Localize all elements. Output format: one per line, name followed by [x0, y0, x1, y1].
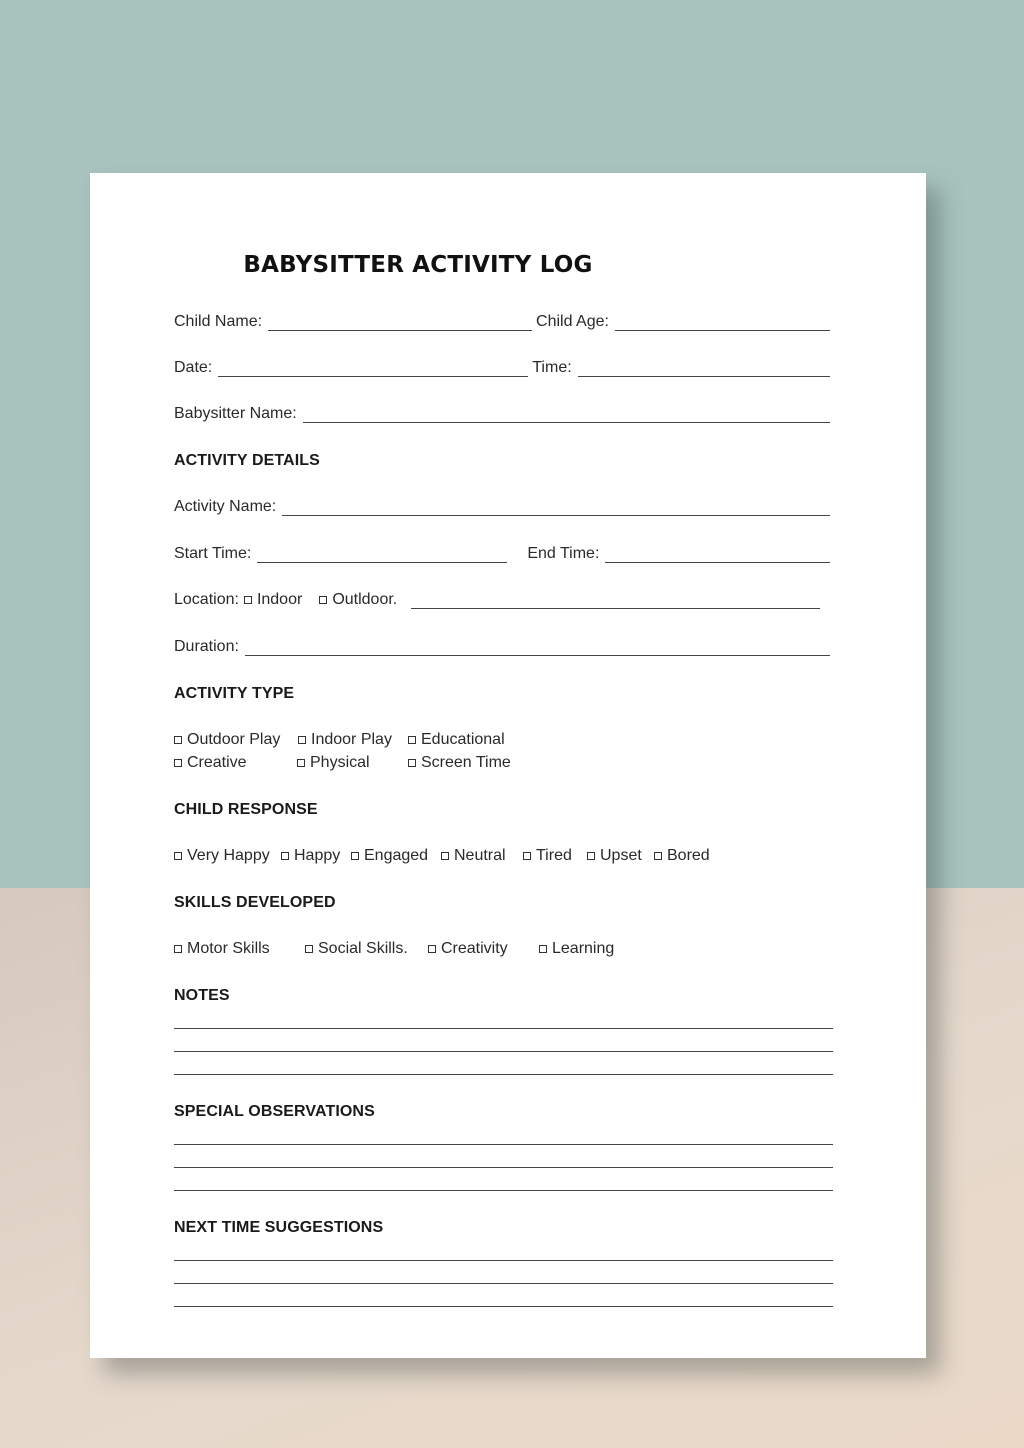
activity-type-option[interactable] [408, 731, 505, 749]
child-response-option[interactable] [587, 847, 642, 865]
observations-line[interactable] [174, 1144, 833, 1145]
checkbox-icon[interactable] [174, 759, 182, 767]
option-label: Very Happy [187, 847, 270, 864]
page-title: BABYSITTER ACTIVITY LOG [243, 252, 593, 278]
start-end-row [174, 545, 834, 563]
activity-name-label: Activity Name: [174, 498, 277, 515]
activity-type-option[interactable] [297, 754, 370, 772]
checkbox-icon[interactable] [244, 596, 252, 604]
checkbox-icon[interactable] [587, 852, 595, 860]
next-time-suggestions-heading: NEXT TIME SUGGESTIONS [174, 1219, 384, 1236]
location-row [174, 591, 834, 609]
option-label: Tired [536, 847, 572, 864]
child-name-field[interactable] [268, 316, 532, 331]
skills-developed-heading: SKILLS DEVELOPED [174, 894, 336, 911]
child-response-option[interactable] [523, 847, 572, 865]
duration-row [174, 638, 834, 656]
time-field[interactable] [578, 362, 830, 377]
babysitter-row [174, 405, 834, 423]
notes-line[interactable] [174, 1028, 833, 1029]
checkbox-icon[interactable] [428, 945, 436, 953]
checkbox-icon[interactable] [351, 852, 359, 860]
end-time-field[interactable] [605, 548, 830, 563]
skill-option[interactable] [428, 940, 508, 958]
checkbox-icon[interactable] [539, 945, 547, 953]
child-info-row [174, 313, 834, 331]
notes-heading: NOTES [174, 987, 230, 1004]
checkbox-icon[interactable] [319, 596, 327, 604]
activity-type-option[interactable] [408, 754, 511, 772]
checkbox-icon[interactable] [174, 736, 182, 744]
start-time-field[interactable] [257, 548, 507, 563]
option-label: Creative [187, 754, 247, 771]
suggestions-line[interactable] [174, 1306, 833, 1307]
option-label: Screen Time [421, 754, 511, 771]
babysitter-name-field[interactable] [303, 408, 830, 423]
location-option-indoor[interactable] [244, 591, 302, 609]
child-response-option[interactable] [174, 847, 270, 865]
checkbox-icon[interactable] [654, 852, 662, 860]
option-label: Educational [421, 731, 505, 748]
checkbox-icon[interactable] [174, 945, 182, 953]
option-label: Outldoor. [332, 591, 398, 608]
child-response-option[interactable] [351, 847, 428, 865]
option-label: Social Skills. [318, 940, 408, 957]
duration-label: Duration: [174, 638, 239, 655]
activity-details-heading: ACTIVITY DETAILS [174, 452, 320, 469]
child-age-label: Child Age: [536, 313, 609, 330]
end-time-label: End Time: [527, 545, 600, 562]
option-label: Happy [294, 847, 341, 864]
date-label: Date: [174, 359, 213, 376]
child-response-option[interactable] [441, 847, 506, 865]
checkbox-icon[interactable] [408, 736, 416, 744]
skill-option[interactable] [305, 940, 408, 958]
option-label: Indoor [256, 591, 303, 608]
start-time-label: Start Time: [174, 545, 252, 562]
duration-field[interactable] [245, 641, 830, 656]
checkbox-icon[interactable] [298, 736, 306, 744]
activity-type-option[interactable] [174, 754, 247, 772]
time-label: Time: [532, 359, 572, 376]
activity-type-option[interactable] [298, 731, 392, 749]
notes-line[interactable] [174, 1074, 833, 1075]
location-option-outdoor[interactable] [319, 591, 397, 609]
activity-type-option[interactable] [174, 731, 280, 749]
option-label: Outdoor Play [187, 731, 281, 748]
date-field[interactable] [218, 362, 528, 377]
location-label: Location: [174, 591, 239, 608]
option-label: Learning [552, 940, 615, 957]
location-details-field[interactable] [411, 594, 820, 609]
observations-line[interactable] [174, 1167, 833, 1168]
observations-line[interactable] [174, 1190, 833, 1191]
option-label: Motor Skills [187, 940, 270, 957]
activity-type-heading: ACTIVITY TYPE [174, 685, 295, 702]
checkbox-icon[interactable] [281, 852, 289, 860]
checkbox-icon[interactable] [297, 759, 305, 767]
checkbox-icon[interactable] [441, 852, 449, 860]
date-time-row [174, 359, 834, 377]
child-age-field[interactable] [615, 316, 830, 331]
checkbox-icon[interactable] [408, 759, 416, 767]
checkbox-icon[interactable] [174, 852, 182, 860]
option-label: Neutral [454, 847, 506, 864]
child-name-label: Child Name: [174, 313, 263, 330]
option-label: Indoor Play [311, 731, 392, 748]
child-response-option[interactable] [281, 847, 340, 865]
child-response-heading: CHILD RESPONSE [174, 801, 318, 818]
option-label: Bored [667, 847, 710, 864]
suggestions-line[interactable] [174, 1260, 833, 1261]
skill-option[interactable] [174, 940, 270, 958]
suggestions-line[interactable] [174, 1283, 833, 1284]
child-response-option[interactable] [654, 847, 710, 865]
checkbox-icon[interactable] [523, 852, 531, 860]
activity-name-field[interactable] [282, 501, 830, 516]
option-label: Physical [310, 754, 370, 771]
notes-line[interactable] [174, 1051, 833, 1052]
option-label: Engaged [364, 847, 429, 864]
checkbox-icon[interactable] [305, 945, 313, 953]
option-label: Creativity [441, 940, 508, 957]
option-label: Upset [600, 847, 642, 864]
special-observations-heading: SPECIAL OBSERVATIONS [174, 1103, 375, 1120]
activity-name-row [174, 498, 834, 516]
babysitter-name-label: Babysitter Name: [174, 405, 297, 422]
skill-option[interactable] [539, 940, 614, 958]
